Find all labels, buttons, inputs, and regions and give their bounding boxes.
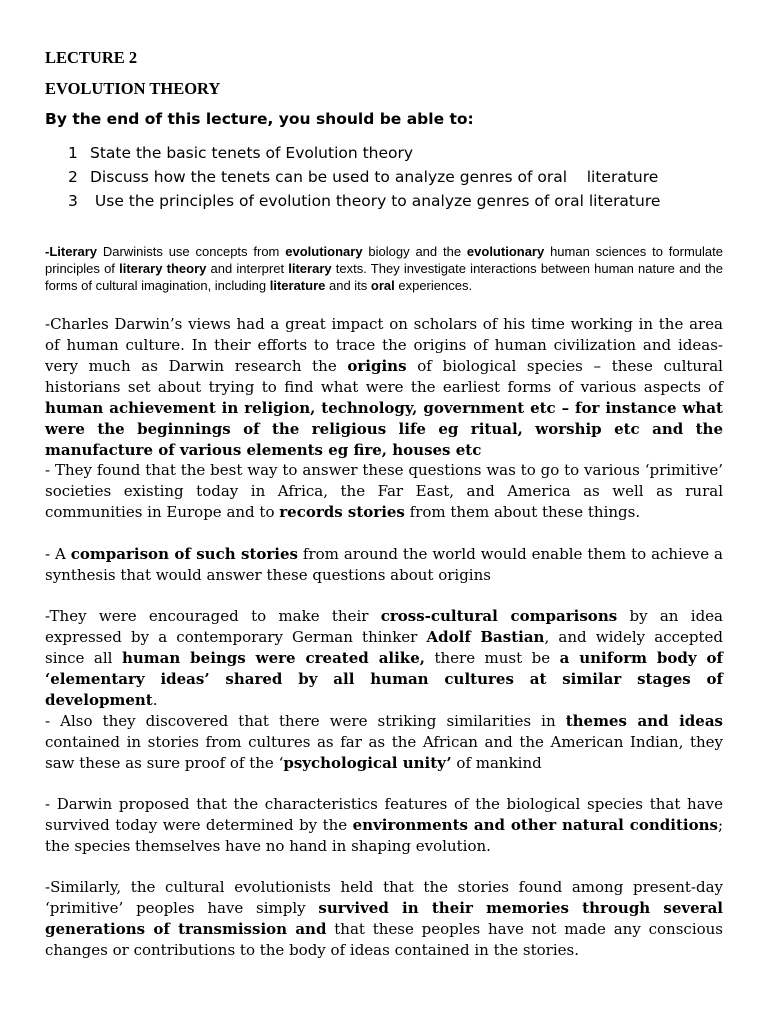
body-paragraph bbox=[45, 711, 723, 774]
body-paragraph bbox=[45, 606, 723, 711]
objective-item bbox=[68, 144, 413, 162]
text-run: human sciences to formulate principles of bbox=[45, 244, 723, 276]
objective-number: 3 bbox=[68, 192, 78, 210]
text-run: of mankind bbox=[451, 754, 542, 772]
body-paragraph bbox=[45, 314, 723, 461]
text-run: of biological species – these cultural historians set about trying to find what were the earliest forms of various aspects of bbox=[45, 357, 723, 396]
text-run: -Similarly, the cultural evolutionists held that the stories found among present-day ‘primitive’ peoples have simply bbox=[45, 878, 723, 917]
text-run: that these peoples have not made any conscious changes or contributions to the body of ideas contained in the stories. bbox=[45, 920, 724, 959]
text-run: ; the species themselves have no hand in shaping evolution. bbox=[45, 816, 723, 855]
body-paragraph bbox=[45, 877, 723, 961]
objective-number: 1 bbox=[68, 144, 78, 162]
text-run: -Charles Darwin’s views had a great impact on scholars of his time working in the area of human culture. In their efforts to trace the origins of human civilization and ideas- very much as Darwin research the bbox=[45, 315, 723, 375]
objectives-heading: By the end of this lecture, you should be able to: bbox=[45, 110, 474, 128]
text-run: from them about these things. bbox=[404, 503, 641, 521]
text-run: . bbox=[152, 691, 158, 709]
bold-text-run: -Literary bbox=[45, 244, 98, 259]
objective-number: 2 bbox=[68, 168, 78, 186]
bold-text-run: records stories bbox=[279, 503, 405, 521]
text-run: - Also they discovered that there were striking similarities in bbox=[45, 712, 566, 730]
bold-text-run: literary theory bbox=[119, 261, 207, 276]
lecture-number: LECTURE 2 bbox=[45, 48, 138, 67]
bold-text-run: literary bbox=[288, 261, 332, 276]
bold-text-run: themes and ideas bbox=[565, 712, 723, 730]
body-paragraph bbox=[45, 544, 723, 586]
text-run: experiences. bbox=[394, 278, 473, 293]
bold-text-run: origins bbox=[347, 357, 407, 375]
text-run: -They were encouraged to make their bbox=[45, 607, 381, 625]
bold-text-run: psychological unity’ bbox=[283, 754, 452, 772]
objective-text: State the basic tenets of Evolution theory bbox=[90, 144, 414, 162]
body-paragraph bbox=[45, 460, 723, 523]
text-run: - A bbox=[45, 545, 71, 563]
bold-text-run: evolutionary bbox=[466, 244, 545, 259]
body-paragraph bbox=[45, 794, 723, 857]
text-run: from around the world would enable them to achieve a synthesis that would answer these questions about origins bbox=[45, 545, 723, 584]
text-run: and its bbox=[325, 278, 371, 293]
bold-text-run: Adolf Bastian bbox=[426, 628, 545, 646]
text-run: Darwinists use concepts from bbox=[97, 244, 286, 259]
bold-text-run: environments and other natural conditions bbox=[352, 816, 718, 834]
bold-text-run: human beings were created alike, bbox=[121, 649, 425, 667]
objective-item bbox=[68, 192, 660, 210]
objective-text: Discuss how the tenets can be used to analyze genres of oral literature bbox=[90, 168, 659, 186]
lecture-title: EVOLUTION THEORY bbox=[45, 79, 221, 98]
objective-text: Use the principles of evolution theory to analyze genres of oral literature bbox=[90, 192, 661, 210]
bold-text-run: survived in their memories through several generations of transmission and bbox=[45, 899, 723, 938]
bold-text-run: evolutionary bbox=[285, 244, 363, 259]
bold-text-run: cross-cultural comparisons bbox=[380, 607, 618, 625]
text-run: contained in stories from cultures as far as the African and the American Indian, they saw these as sure proof of the ‘ bbox=[45, 733, 723, 772]
text-run: biology and the bbox=[362, 244, 467, 259]
bold-text-run: a uniform body of ‘elementary ideas’ shared by all human cultures at similar stages of development bbox=[45, 649, 723, 709]
text-run: and interpret bbox=[206, 261, 289, 276]
bold-text-run: human achievement in religion, technology, government etc – for instance what were the beginnings of the religious life eg ritual, worship etc and the manufacture of various elements eg fire, houses etc bbox=[45, 399, 723, 459]
text-run: texts. They investigate interactions between human nature and the forms of cultural imagination, including bbox=[45, 261, 724, 293]
text-run: by an idea expressed by a contemporary German thinker bbox=[45, 607, 724, 646]
text-run: , and widely accepted since all bbox=[45, 628, 723, 667]
bold-text-run: comparison of such stories bbox=[70, 545, 298, 563]
intro-paragraph bbox=[45, 243, 723, 294]
text-run: - Darwin proposed that the characteristics features of the biological species that have survived today were determined by the bbox=[45, 795, 723, 834]
text-run: there must be bbox=[424, 649, 560, 667]
objective-item bbox=[68, 168, 658, 186]
bold-text-run: literature bbox=[269, 278, 326, 293]
bold-text-run: oral bbox=[370, 278, 395, 293]
text-run: - They found that the best way to answer these questions was to go to various ‘primitive’ societies existing today in Africa, the Far East, and America as well as rural communities in Europe and to bbox=[45, 461, 723, 521]
